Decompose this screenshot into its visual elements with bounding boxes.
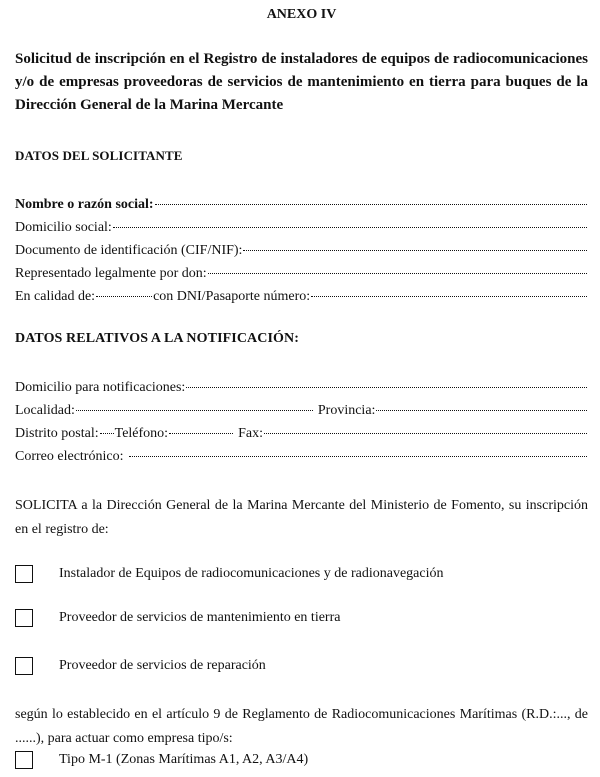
notification-address-field[interactable]: [15, 376, 588, 396]
annex-heading: ANEXO IV: [266, 7, 337, 22]
option-repair-row[interactable]: [15, 655, 588, 677]
applicant-name-label: Nombre o razón social:: [15, 197, 154, 212]
applicant-address-label: Domicilio social:: [15, 220, 112, 235]
applicant-address-field[interactable]: [15, 216, 588, 236]
regulation-paragraph: según lo establecido en el artículo 9 de Reglamento de Radiocomunicaciones Marítimas (R.D.:..., de ......), para actuar como empresa tipo/s:: [15, 707, 588, 746]
notification-section-heading: DATOS RELATIVOS A LA NOTIFICACIÓN:: [15, 331, 299, 346]
locality-fill-line[interactable]: [76, 396, 313, 411]
email-field[interactable]: [15, 445, 588, 465]
capacity-field[interactable]: [15, 285, 588, 305]
option-maintenance-checkbox[interactable]: [15, 609, 33, 627]
notification-address-fill-line[interactable]: [186, 373, 587, 388]
option-installer-checkbox[interactable]: [15, 565, 33, 583]
id-document-fill-line[interactable]: [243, 236, 587, 251]
locality-province-field[interactable]: [15, 399, 588, 419]
postal-phone-fax-field[interactable]: [15, 422, 588, 442]
id-document-label: Documento de identificación (CIF/NIF):: [15, 243, 243, 258]
phone-fill-line[interactable]: [169, 419, 233, 434]
postal-label: Distrito postal:: [15, 426, 99, 441]
fax-fill-line[interactable]: [264, 419, 587, 434]
applicant-address-fill-line[interactable]: [113, 213, 587, 228]
capacity-label: En calidad de:: [15, 289, 96, 304]
option-installer-label: Instalador de Equipos de radiocomunicaciones y de radionavegación: [59, 566, 444, 581]
dni-fill-line[interactable]: [311, 282, 587, 297]
notification-address-label: Domicilio para notificaciones:: [15, 380, 186, 395]
applicant-section-heading: DATOS DEL SOLICITANTE: [15, 148, 183, 163]
option-installer-row[interactable]: [15, 563, 588, 585]
applicant-name-field[interactable]: [15, 193, 588, 213]
option-repair-label: Proveedor de servicios de reparación: [59, 658, 266, 673]
province-fill-line[interactable]: [376, 396, 587, 411]
type-m1-label: Tipo M-1 (Zonas Marítimas A1, A2, A3/A4): [59, 752, 309, 767]
fax-label: Fax:: [238, 426, 263, 441]
capacity-fill-line[interactable]: [96, 282, 152, 297]
applicant-name-fill-line[interactable]: [155, 190, 587, 205]
form-title: Solicitud de inscripción en el Registro de instaladores de equipos de radiocomunicaciones y/o de empresas proveedoras de servicios de mantenimiento en tierra para buques de la Dirección General de la Marina Mercante: [15, 51, 588, 113]
option-maintenance-label: Proveedor de servicios de mantenimiento en tierra: [59, 610, 341, 625]
phone-label: Teléfono:: [114, 426, 169, 441]
representative-fill-line[interactable]: [208, 259, 587, 274]
representative-label: Representado legalmente por don:: [15, 266, 207, 281]
email-fill-line[interactable]: [129, 442, 587, 457]
representative-field[interactable]: [15, 262, 588, 282]
type-m1-checkbox[interactable]: [15, 751, 33, 769]
option-repair-checkbox[interactable]: [15, 657, 33, 675]
province-label: Provincia:: [317, 403, 376, 418]
type-m1-row[interactable]: [15, 750, 588, 770]
postal-fill-line[interactable]: [100, 419, 114, 434]
locality-label: Localidad:: [15, 403, 75, 418]
form-page: [15, 0, 588, 777]
dni-label: con DNI/Pasaporte número:: [153, 289, 311, 304]
email-label: Correo electrónico:: [15, 449, 124, 464]
id-document-field[interactable]: [15, 239, 588, 259]
option-maintenance-row[interactable]: [15, 607, 588, 629]
request-paragraph: SOLICITA a la Dirección General de la Marina Mercante del Ministerio de Fomento, su inscripción en el registro de:: [15, 498, 588, 537]
